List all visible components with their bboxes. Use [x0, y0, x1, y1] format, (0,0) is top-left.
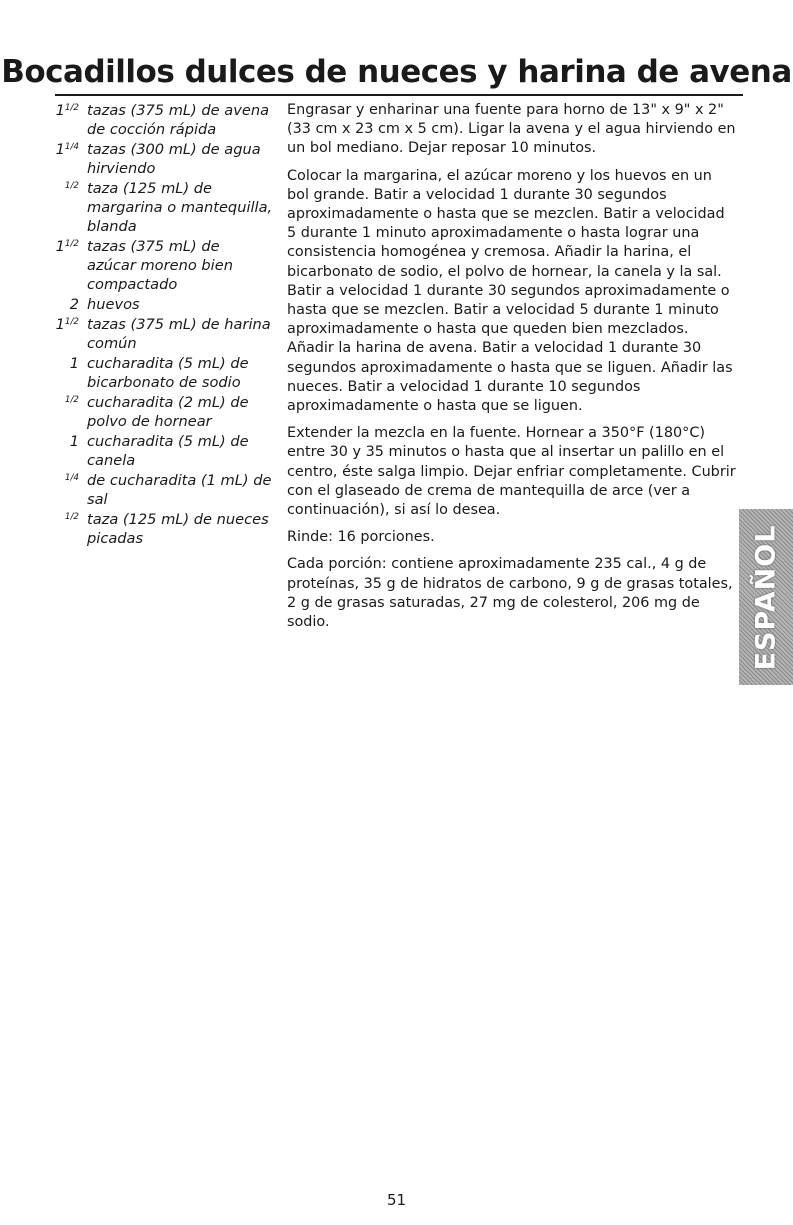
ingredient-item: [55, 471, 273, 509]
ingredient-item: [55, 140, 273, 178]
ingredient-text: huevos: [87, 296, 140, 313]
instruction-paragraph: Engrasar y enharinar una fuente para horno de 13" x 9" x 2" (33 cm x 23 cm x 5 cm). Ligar la avena y el agua hirviendo en un bol mediano. Dejar reposar 10 minutos.: [287, 102, 736, 157]
ingredient-quantity: 1: [69, 355, 79, 372]
ingredient-text: tazas (375 mL) de azúcar moreno bien compactado: [87, 238, 233, 293]
ingredient-item: [55, 101, 273, 139]
yield-text: Rinde: 16 porciones.: [287, 529, 435, 546]
title-divider: [55, 94, 743, 96]
ingredient-text: cucharadita (5 mL) de bicarbonato de sodio: [87, 355, 249, 391]
ingredient-quantity: 1/2: [64, 180, 79, 191]
ingredient-text: taza (125 mL) de margarina o mantequilla, blanda: [87, 180, 273, 235]
instruction-paragraph: Extender la mezcla en la fuente. Hornear a 350°F (180°C) entre 30 y 35 minutos o hasta que al insertar un palillo en el centro, éste salga limpio. Dejar enfriar completamente. Cubrir con el glaseado de crema de mantequilla de arce (ver a continuación), si así lo desea.: [287, 425, 736, 519]
ingredient-text: taza (125 mL) de nueces picadas: [87, 511, 269, 547]
ingredient-quantity: 1/4: [64, 472, 79, 483]
ingredient-item: [55, 510, 273, 548]
ingredient-item: [55, 295, 273, 314]
ingredient-text: tazas (375 mL) de harina común: [87, 316, 271, 352]
page-number: 51: [386, 1191, 407, 1209]
ingredient-quantity: 1/2: [64, 511, 79, 522]
ingredient-quantity: 1: [69, 433, 79, 450]
ingredient-text: tazas (375 mL) de avena de cocción rápida: [87, 102, 270, 138]
language-tab-label: ESPAÑOL: [750, 524, 782, 670]
ingredient-item: [55, 315, 273, 353]
ingredient-quantity: 2: [69, 296, 79, 313]
ingredient-quantity: $1^{1/2}$: [55, 102, 79, 119]
instruction-paragraph: Colocar la margarina, el azúcar moreno y los huevos en un bol grande. Batir a velocidad 1 durante 30 segundos aproximadamente o hasta que se mezclen. Batir a velocidad 5 durante 1 minuto aproximadamente o hasta lograr una consistencia homogénea y cremosa. Añadir la harina, el bicarbonato de sodio, el polvo de hornear, la canela y la sal. Batir a velocidad 1 durante 30 segundos aproximadamente o hasta que se mezclen. Batir a velocidad 5 durante 1 minuto aproximadamente o hasta que queden bien mezclados. Añadir la harina de avena. Batir a velocidad 1 durante 30 segundos aproximadamente o hasta que se liguen. Añadir las nueces. Batir a velocidad 1 durante 10 segundos aproximadamente o hasta que se liguen.: [287, 167, 733, 415]
ingredient-item: [55, 237, 273, 294]
ingredient-text: cucharadita (5 mL) de canela: [87, 433, 249, 469]
instructions: [287, 101, 737, 640]
ingredient-item: [55, 179, 273, 236]
ingredient-text: de cucharadita (1 mL) de sal: [87, 472, 272, 508]
ingredient-item: [55, 393, 273, 431]
ingredient-item: [55, 354, 273, 392]
nutrition-text: Cada porción: contiene aproximadamente 235 cal., 4 g de proteínas, 35 g de hidratos de carbono, 9 g de grasas totales, 2 g de grasas saturadas, 27 mg de colesterol, 206 mg de sodio.: [287, 556, 733, 631]
ingredient-text: cucharadita (2 mL) de polvo de hornear: [87, 394, 249, 430]
ingredient-list: [55, 101, 273, 549]
ingredient-quantity: 1/2: [64, 394, 79, 405]
ingredient-quantity: $1^{1/4}$: [55, 141, 79, 158]
page-title: Bocadillos dulces de nueces y harina de avena: [1, 54, 792, 90]
ingredient-quantity: $1^{1/2}$: [55, 316, 79, 333]
ingredient-quantity: $1^{1/2}$: [55, 238, 79, 255]
language-tab: [739, 509, 793, 685]
ingredient-item: [55, 432, 273, 470]
ingredient-text: tazas (300 mL) de agua hirviendo: [87, 141, 261, 177]
